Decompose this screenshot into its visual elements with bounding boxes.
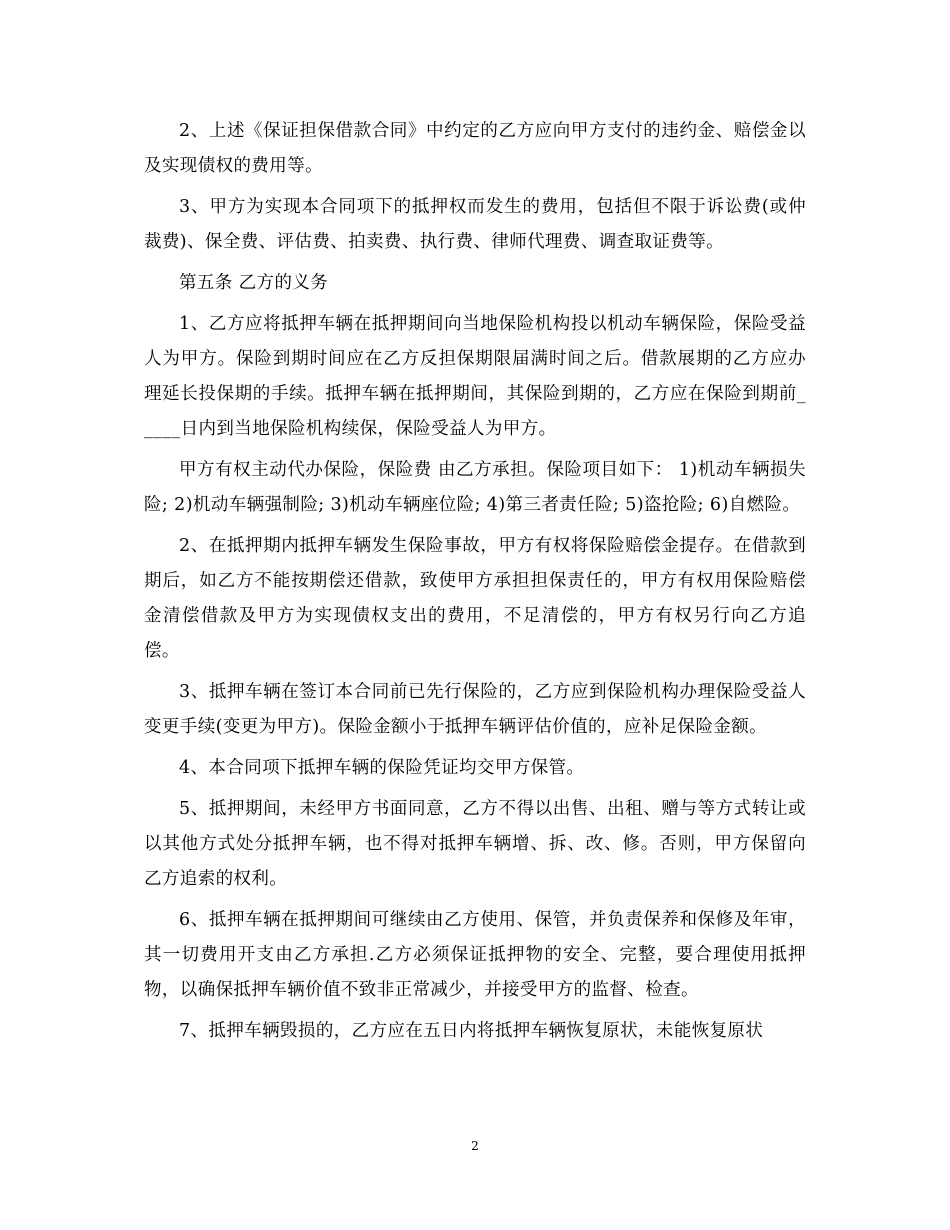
paragraph-clause-3-fees: 3、甲方为实现本合同项下的抵押权而发生的费用，包括但不限于诉讼费(或仲裁费)、保全费、评估费、拍卖费、执行费、律师代理费、调查取证费等。 [144, 197, 806, 252]
paragraph-obligation-3: 3、抵押车辆在签订本合同前已先行保险的，乙方应到保险机构办理保险受益人变更手续(变更为甲方)。保险金额小于抵押车辆评估价值的，应补足保险金额。 [144, 682, 806, 737]
paragraph-obligation-6: 6、抵押车辆在抵押期间可继续由乙方使用、保管，并负责保养和保修及年审，其一切费用开支由乙方承担.乙方必须保证抵押物的安全、完整，要合理使用抵押物，以确保抵押车辆价值不致非正常减少，并接受甲方的监督、检查。 [144, 910, 806, 1000]
paragraph-clause-2: 2、上述《保证担保借款合同》中约定的乙方应向甲方支付的违约金、赔偿金以及实现债权的费用等。 [144, 121, 806, 176]
page-body [144, 114, 806, 1049]
page-number: 2 [471, 1139, 479, 1153]
paragraph-obligation-2: 2、在抵押期内抵押车辆发生保险事故，甲方有权将保险赔偿金提存。在借款到期后，如乙方不能按期偿还借款，致使甲方承担担保责任的，甲方有权用保险赔偿金清偿借款及甲方为实现债权支出的费用，不足清偿的，甲方有权另行向乙方追偿。 [144, 536, 806, 661]
paragraph-obligation-7: 7、抵押车辆毁损的，乙方应在五日内将抵押车辆恢复原状，未能恢复原状 [179, 1021, 764, 1041]
section-heading-article-5: 第五条 乙方的义务 [179, 273, 329, 293]
paragraph-obligation-1: 1、乙方应将抵押车辆在抵押期间向当地保险机构投以机动车辆保险，保险受益人为甲方。保险到期时间应在乙方反担保期限届满时间之后。借款展期的乙方应办理延长投保期的手续。抵押车辆在抵押期间，其保险到期的，乙方应在保险到期前_____日内到当地保险机构续保，保险受益人为甲方。 [144, 314, 806, 439]
paragraph-insurance-items: 甲方有权主动代办保险，保险费 由乙方承担。保险项目如下： 1)机动车辆损失险; 2)机动车辆强制险; 3)机动车辆座位险; 4)第三者责任险; 5)盗抢险; 6)自燃险。 [144, 460, 806, 515]
paragraph-obligation-4: 4、本合同项下抵押车辆的保险凭证均交甲方保管。 [179, 758, 585, 778]
paragraph-obligation-5: 5、抵押期间，未经甲方书面同意，乙方不得以出售、出租、赠与等方式转让或以其他方式处分抵押车辆，也不得对抵押车辆增、拆、改、修。否则，甲方保留向乙方追索的权利。 [144, 799, 806, 889]
